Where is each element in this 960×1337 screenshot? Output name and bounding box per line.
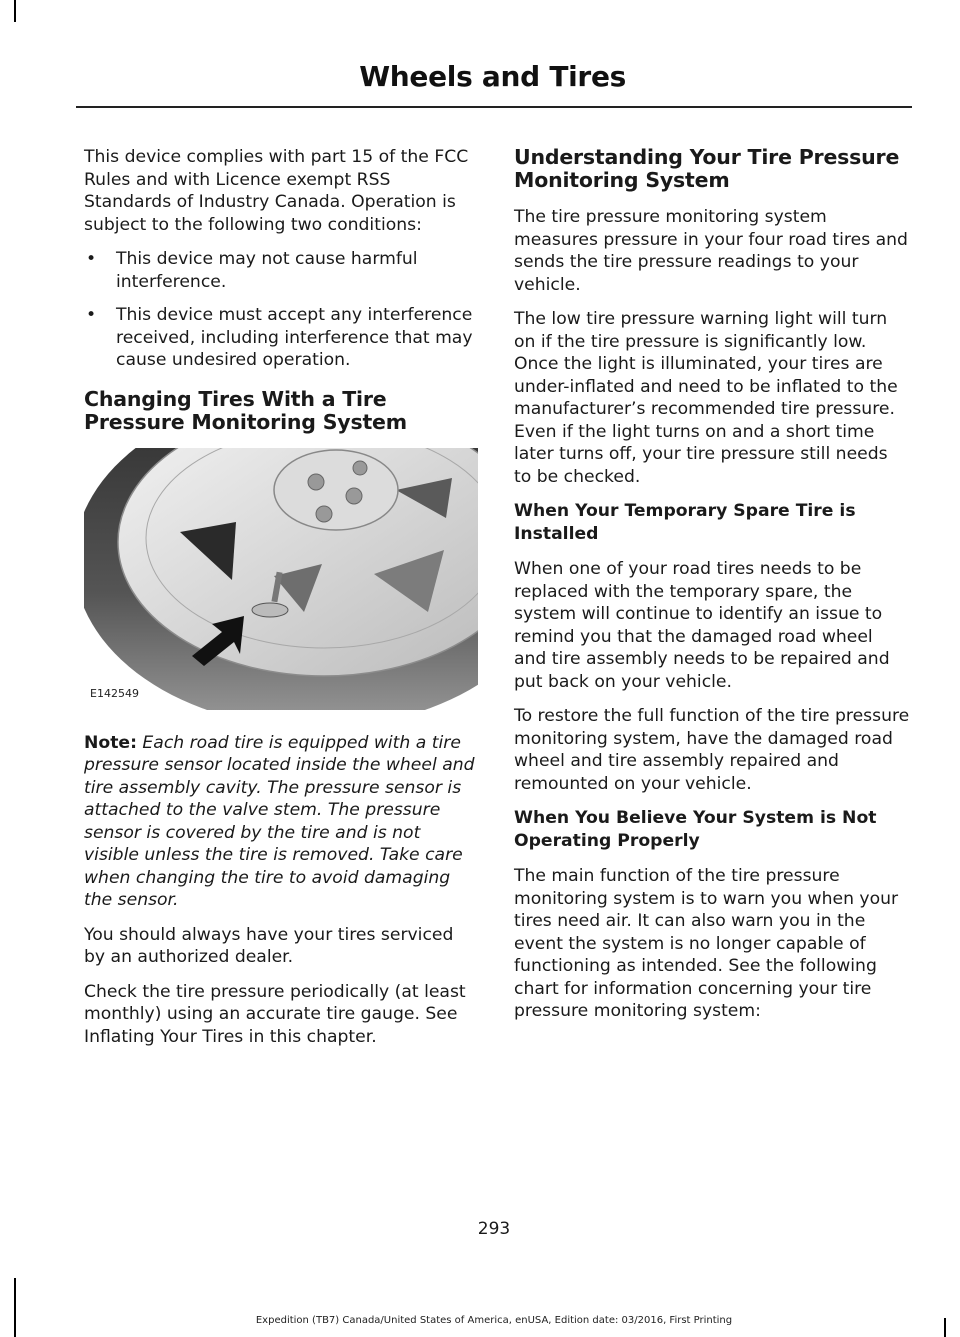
crop-mark-bottom-left [14,1278,16,1337]
header-divider [76,106,912,108]
note-paragraph [84,732,478,912]
crop-mark-top-left [14,0,16,22]
note-text: Each road tire is equipped with a tire pressure sensor located inside the wheel and tire assembly cavity. The pressure sensor is attached to the valve stem. The pressure sensor is covered by the tire and is not visible unless the tire is removed. Take care when changing the tire to avoid damaging the sensor. [84,732,475,910]
conditions-list [84,248,478,372]
section-heading-understanding: Understanding Your Tire Pressure Monitoring System [514,145,900,192]
page-number: 293 [477,1219,511,1239]
operating-paragraph: The main function of the tire pressure monitoring system is to warn you when your tires need air. It can also warn you in the event the system is no longer capable of functioning as intended. See the following chart for information concerning your tire pressure monitoring system: [514,866,899,1021]
spare-paragraph-2: To restore the full function of the tire pressure monitoring system, have the damaged road wheel and tire assembly repaired and remounted on your vehicle. [514,706,910,794]
left-column [84,146,478,1060]
bullet: • [86,249,97,269]
check-pressure-paragraph: Check the tire pressure periodically (at least monthly) using an accurate tire gauge. See Inflating Your Tires in this chapter. [84,981,466,1047]
pressure-sensor [252,603,288,617]
bullet: • [86,305,97,325]
tpms-paragraph-1: The tire pressure monitoring system measures pressure in your four road tires and sends the tire pressure readings to your vehicle. [514,207,908,295]
list-item [84,304,478,372]
note-label: Note: [84,732,137,753]
lug-nut [353,461,367,475]
hub-cap [274,450,398,530]
subheading-not-operating: When You Believe Your System is Not Operating Properly [514,808,877,851]
tpms-paragraph-2: The low tire pressure warning light will turn on if the tire pressure is significantly low. Once the light is illuminated, your tires are under-inflated and need to be inflated to the manufacturer’s recommended tire pressure. Even if the light turns on and a short time later turns off, your tire pressure still needs to be checked. [514,309,898,487]
service-paragraph: You should always have your tires serviced by an authorized dealer. [84,924,454,967]
spare-paragraph-1: When one of your road tires needs to be replaced with the temporary spare, the system will continue to identify an issue to remind you that the damaged road wheel and tire assembly needs to be repaired and put back on your vehicle. [514,559,890,692]
list-item [84,248,478,293]
fcc-intro: This device complies with part 15 of the FCC Rules and with Licence exempt RSS Standards of Industry Canada. Operation is subject to the following two conditions: [84,147,469,235]
wheel-illustration [84,448,478,710]
list-item-text: This device may not cause harmful interference. [116,249,418,292]
subheading-spare-tire: When Your Temporary Spare Tire is Installed [514,501,856,544]
tire-sensor-figure [84,448,478,710]
list-item-text: This device must accept any interference received, including interference that may cause undesired operation. [116,305,473,370]
section-heading-changing-tires: Changing Tires With a Tire Pressure Monitoring System [84,386,407,434]
lug-nut [308,474,324,490]
page-title: Wheels and Tires [359,60,626,93]
figure-label: E142549 [90,687,139,700]
lug-nut [316,506,332,522]
right-column [514,146,910,1035]
footer-edition: Expedition (TB7) Canada/United States of America, enUSA, Edition date: 03/2016, First Printing [255,1315,733,1326]
lug-nut [346,488,362,504]
